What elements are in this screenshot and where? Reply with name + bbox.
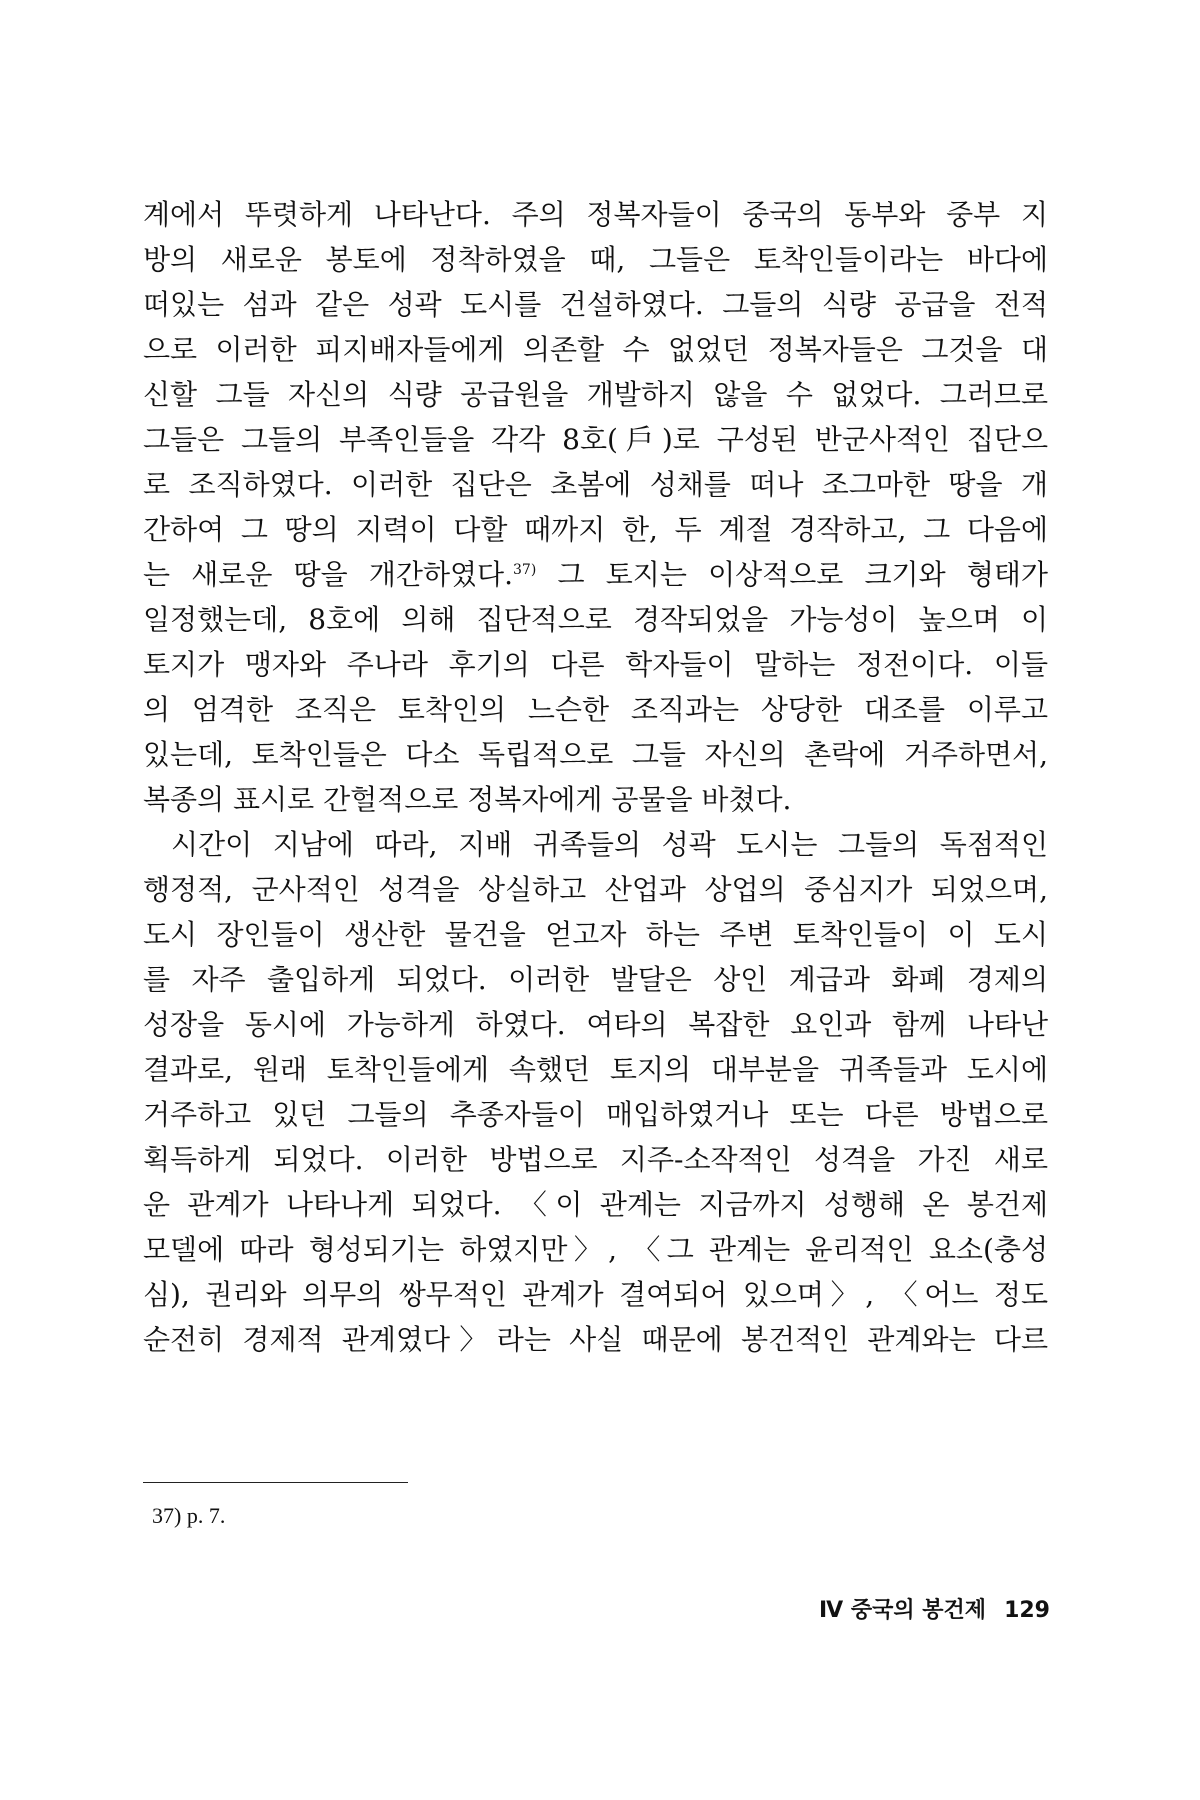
- text-line: 결과로, 원래 토착인들에게 속했던 토지의 대부분을 귀족들과 도시에: [143, 1053, 1048, 1086]
- footnote: 37) p. 7.: [152, 1503, 226, 1528]
- text-line: 운 관계가 나타나게 되었다. 〈이 관계는 지금까지 성행해 온 봉건제: [143, 1188, 1048, 1221]
- footnote-reference[interactable]: 37): [513, 562, 537, 578]
- body-text: [143, 192, 1048, 1362]
- text-line: 로 조직하였다. 이러한 집단은 초봄에 성채를 떠나 조그마한 땅을 개: [143, 468, 1048, 501]
- text-segment: 는 새로운 땅을 개간하였다.: [143, 558, 514, 591]
- text-line: 의 엄격한 조직은 토착인의 느슨한 조직과는 상당한 대조를 이루고: [143, 693, 1048, 726]
- page-number: 129: [1004, 1598, 1050, 1623]
- text-line: 간하여 그 땅의 지력이 다할 때까지 한, 두 계절 경작하고, 그 다음에: [143, 513, 1048, 546]
- paragraph-2: [143, 822, 1048, 1362]
- text-line: 순전히 경제적 관계였다〉라는 사실 때문에 봉건적인 관계와는 다르: [143, 1323, 1048, 1356]
- text-segment: 그 토지는 이상적으로 크기와 형태가: [536, 558, 1048, 591]
- text-line-with-note: [143, 552, 1048, 597]
- footnote-divider: [143, 1482, 408, 1483]
- text-line: 도시 장인들이 생산한 물건을 얻고자 하는 주변 토착인들이 이 도시: [143, 918, 1048, 951]
- text-line: 시간이 지남에 따라, 지배 귀족들의 성곽 도시는 그들의 독점적인: [171, 828, 1048, 861]
- text-line: 행정적, 군사적인 성격을 상실하고 산업과 상업의 중심지가 되었으며,: [143, 873, 1048, 906]
- text-line: 모델에 따라 형성되기는 하였지만〉, 〈그 관계는 윤리적인 요소(충성: [143, 1233, 1048, 1266]
- text-line: 심), 권리와 의무의 쌍무적인 관계가 결여되어 있으며〉, 〈어느 정도: [143, 1278, 1048, 1311]
- paragraph-1: [143, 192, 1048, 822]
- text-line: 획득하게 되었다. 이러한 방법으로 지주-소작적인 성격을 가진 새로: [143, 1143, 1048, 1176]
- text-line: 으로 이러한 피지배자들에게 의존할 수 없었던 정복자들은 그것을 대: [143, 333, 1048, 366]
- text-line: 일정했는데, 8호에 의해 집단적으로 경작되었을 가능성이 높으며 이: [143, 603, 1048, 636]
- text-line: 를 자주 출입하게 되었다. 이러한 발달은 상인 계급과 화폐 경제의: [143, 963, 1048, 996]
- text-line: 그들은 그들의 부족인들을 각각 8호(戶)로 구성된 반군사적인 집단으: [143, 423, 1048, 456]
- chapter-title: Ⅳ 중국의 봉건제: [819, 1598, 987, 1623]
- text-line: 신할 그들 자신의 식량 공급원을 개발하지 않을 수 없었다. 그러므로: [143, 378, 1048, 411]
- text-line: 복종의 표시로 간헐적으로 정복자에게 공물을 바쳤다.: [143, 783, 792, 816]
- text-line: 성장을 동시에 가능하게 하였다. 여타의 복잡한 요인과 함께 나타난: [143, 1008, 1048, 1041]
- text-line: 방의 새로운 봉토에 정착하였을 때, 그들은 토착인들이라는 바다에: [143, 243, 1048, 276]
- text-line: 떠있는 섬과 같은 성곽 도시를 건설하였다. 그들의 식량 공급을 전적: [143, 288, 1048, 321]
- running-footer: [819, 1593, 1050, 1624]
- text-line: 거주하고 있던 그들의 추종자들이 매입하였거나 또는 다른 방법으로: [143, 1098, 1048, 1131]
- text-line: 있는데, 토착인들은 다소 독립적으로 그들 자신의 촌락에 거주하면서,: [143, 738, 1048, 771]
- text-line: 계에서 뚜렷하게 나타난다. 주의 정복자들이 중국의 동부와 중부 지: [143, 198, 1048, 231]
- text-line: 토지가 맹자와 주나라 후기의 다른 학자들이 말하는 정전이다. 이들: [143, 648, 1048, 681]
